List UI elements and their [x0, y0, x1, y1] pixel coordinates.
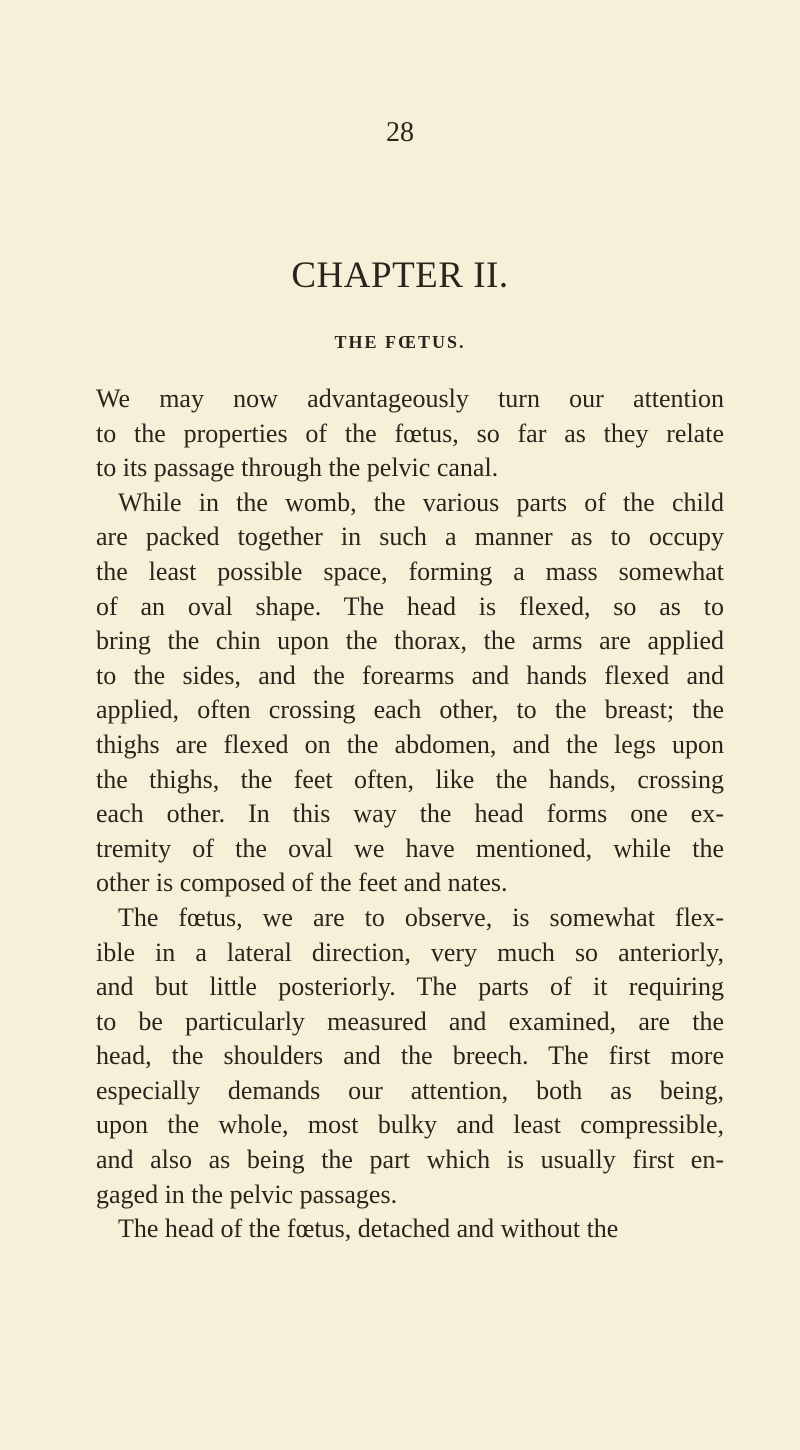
text-line: to be particularly measured and examined, are the: [96, 1006, 724, 1036]
paragraph: [96, 382, 724, 486]
paragraph: [96, 1212, 724, 1247]
text-line: The head of the fœtus, detached and without the: [118, 1214, 619, 1244]
text-line: ible in a lateral direction, very much so anteriorly,: [96, 937, 724, 967]
text-line: of an oval shape. The head is flexed, so as to: [96, 591, 724, 621]
text-line: thighs are flexed on the abdomen, and the legs upon: [96, 729, 724, 759]
text-line: are packed together in such a manner as to occupy: [96, 522, 724, 552]
paragraph: [96, 486, 724, 901]
text-line: The fœtus, we are to observe, is somewhat flex-: [118, 902, 724, 932]
text-line: especially demands our attention, both as being,: [96, 1075, 724, 1105]
text-line: and also as being the part which is usually first en-: [96, 1145, 724, 1175]
text-line: to the properties of the fœtus, so far as they relate: [96, 418, 724, 448]
page-number: 28: [386, 117, 414, 148]
text-line: bring the chin upon the thorax, the arms are applied: [96, 626, 724, 656]
chapter-title: CHAPTER II.: [291, 255, 509, 296]
text-line: the least possible space, forming a mass somewhat: [96, 556, 724, 586]
text-line: applied, often crossing each other, to the breast; the: [96, 695, 724, 725]
text-line: upon the whole, most bulky and least compressible,: [96, 1110, 724, 1140]
paragraph: [96, 901, 724, 1212]
text-line: to the sides, and the forearms and hands flexed and: [96, 660, 724, 690]
text-line: each other. In this way the head forms one ex-: [96, 799, 724, 829]
text-line: the thighs, the feet often, like the hands, crossing: [96, 764, 724, 794]
text-line: to its passage through the pelvic canal.: [96, 453, 499, 483]
text-line: and but little posteriorly. The parts of it requiring: [96, 972, 724, 1002]
text-line: gaged in the pelvic passages.: [96, 1179, 398, 1209]
text-line: other is composed of the feet and nates.: [96, 868, 508, 898]
text-line: tremity of the oval we have mentioned, while the: [96, 833, 724, 863]
body-text: [96, 382, 724, 1247]
section-title: THE FŒTUS.: [334, 332, 466, 352]
text-line: We may now advantageously turn our attention: [96, 384, 724, 413]
text-line: head, the shoulders and the breech. The first more: [96, 1041, 724, 1071]
text-line: While in the womb, the various parts of the child: [118, 487, 724, 517]
